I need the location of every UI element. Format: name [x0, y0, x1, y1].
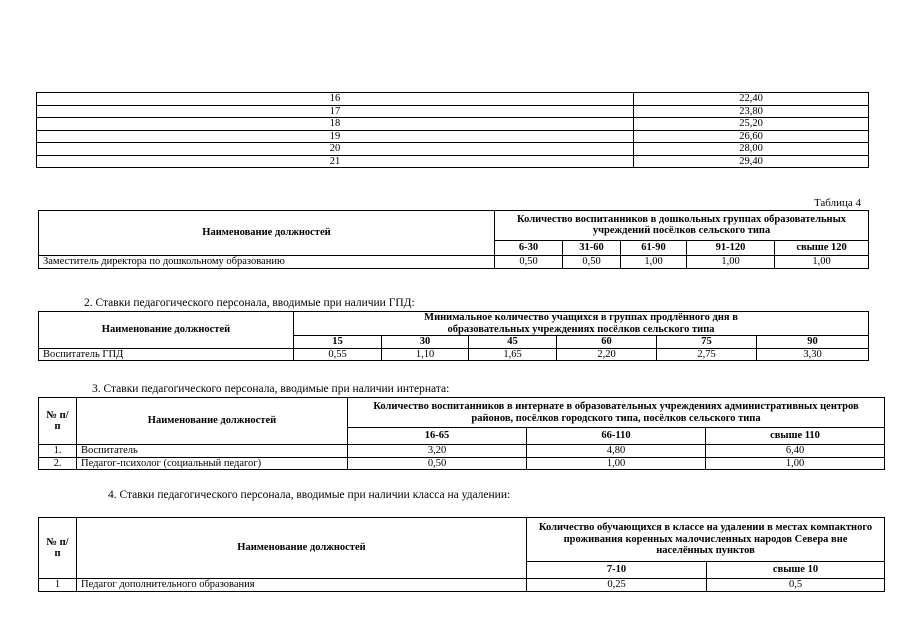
- table-cell: 0,25: [527, 579, 707, 592]
- table-cell: 21: [37, 155, 634, 168]
- table-row: [39, 579, 885, 592]
- column-header: 6-30: [495, 240, 563, 255]
- column-header: 7-10: [527, 562, 707, 579]
- name-header: Наименование должностей: [77, 518, 527, 579]
- column-header: 91-120: [687, 240, 775, 255]
- table-cell: 1,00: [706, 457, 885, 470]
- column-header: 60: [557, 336, 657, 349]
- table-row: [39, 457, 885, 470]
- row-number: 1: [39, 579, 77, 592]
- column-header: 61-90: [621, 240, 687, 255]
- row-number: 1.: [39, 445, 77, 458]
- column-header: 16-65: [348, 428, 527, 445]
- column-header: свыше 110: [706, 428, 885, 445]
- column-header: 15: [294, 336, 382, 349]
- table-row: [39, 348, 869, 361]
- column-header: свыше 120: [775, 240, 869, 255]
- table-cell: 18: [37, 118, 634, 131]
- table-cell: 1,10: [382, 348, 469, 361]
- group-header: Минимальное количество учащихся в группах продлённого дня в образовательных учреждениях посёлков сельского типа: [294, 312, 869, 336]
- column-header: 45: [469, 336, 557, 349]
- table-row: [37, 155, 869, 168]
- table-cell: 29,40: [634, 155, 869, 168]
- table-cell: 20: [37, 143, 634, 156]
- table-row: [37, 130, 869, 143]
- table-cell: 0,5: [707, 579, 885, 592]
- table-cell: 1,00: [527, 457, 706, 470]
- header-row: [39, 398, 885, 428]
- num-header: № п/п: [39, 398, 77, 445]
- name-header: Наименование должностей: [77, 398, 348, 445]
- table-row: [37, 105, 869, 118]
- table-cell: 4,80: [527, 445, 706, 458]
- table-cell: 6,40: [706, 445, 885, 458]
- table-cell: 3,30: [757, 348, 869, 361]
- section-heading: 2. Ставки педагогического персонала, вводимые при наличии ГПД:: [84, 297, 415, 309]
- table-cell: 16: [37, 93, 634, 106]
- name-header: Наименование должностей: [39, 211, 495, 256]
- table-cell: 17: [37, 105, 634, 118]
- table-cell: 25,20: [634, 118, 869, 131]
- position-name: Педагог дополнительного образования: [77, 579, 527, 592]
- table-cell: 1,00: [775, 256, 869, 269]
- section-heading: 4. Ставки педагогического персонала, вводимые при наличии класса на удалении:: [108, 489, 511, 501]
- table-cell: 23,80: [634, 105, 869, 118]
- table-cell: 2,20: [557, 348, 657, 361]
- header-row: [39, 518, 885, 562]
- table-cell: 26,60: [634, 130, 869, 143]
- table-cell: 1,65: [469, 348, 557, 361]
- table-cell: 1,00: [621, 256, 687, 269]
- column-header: 75: [657, 336, 757, 349]
- position-name: Воспитатель: [77, 445, 348, 458]
- table-cell: 19: [37, 130, 634, 143]
- table-caption: Таблица 4: [813, 197, 861, 209]
- remote-class-table: [38, 517, 885, 592]
- name-header: Наименование должностей: [39, 312, 294, 349]
- table-row: [37, 118, 869, 131]
- table-4: [38, 210, 869, 269]
- num-header: № п/п: [39, 518, 77, 579]
- group-header: Количество воспитанников в дошкольных группах образовательных учреждений посёлков сельского типа: [495, 211, 869, 241]
- table-cell: 3,20: [348, 445, 527, 458]
- table-cell: 0,50: [348, 457, 527, 470]
- section-heading: 3. Ставки педагогического персонала, вводимые при наличии интерната:: [92, 383, 450, 395]
- internat-table: [38, 397, 885, 470]
- gpd-table: [38, 311, 869, 361]
- header-row: [39, 211, 869, 241]
- position-name: Педагог-психолог (социальный педагог): [77, 457, 348, 470]
- continuation-table: [36, 92, 869, 168]
- group-header: Количество обучающихся в классе на удалении в местах компактного проживания коренных малочисленных народов Севера вне населённых пунктов: [527, 518, 885, 562]
- position-name: Воспитатель ГПД: [39, 348, 294, 361]
- table-cell: 22,40: [634, 93, 869, 106]
- position-name: Заместитель директора по дошкольному образованию: [39, 256, 495, 269]
- column-header: 30: [382, 336, 469, 349]
- table-row: [37, 143, 869, 156]
- table-cell: 0,55: [294, 348, 382, 361]
- column-header: 90: [757, 336, 869, 349]
- column-header: свыше 10: [707, 562, 885, 579]
- table-cell: 0,50: [495, 256, 563, 269]
- table-cell: 1,00: [687, 256, 775, 269]
- column-header: 66-110: [527, 428, 706, 445]
- table-cell: 2,75: [657, 348, 757, 361]
- group-header: Количество воспитанников в интернате в образовательных учреждениях административных центров районов, посёлков городского типа, посёлков сельского типа: [348, 398, 885, 428]
- column-header: 31-60: [563, 240, 621, 255]
- table-cell: 28,00: [634, 143, 869, 156]
- header-row: [39, 312, 869, 336]
- table-row: [39, 256, 869, 269]
- row-number: 2.: [39, 457, 77, 470]
- table-row: [37, 93, 869, 106]
- table-row: [39, 445, 885, 458]
- table-cell: 0,50: [563, 256, 621, 269]
